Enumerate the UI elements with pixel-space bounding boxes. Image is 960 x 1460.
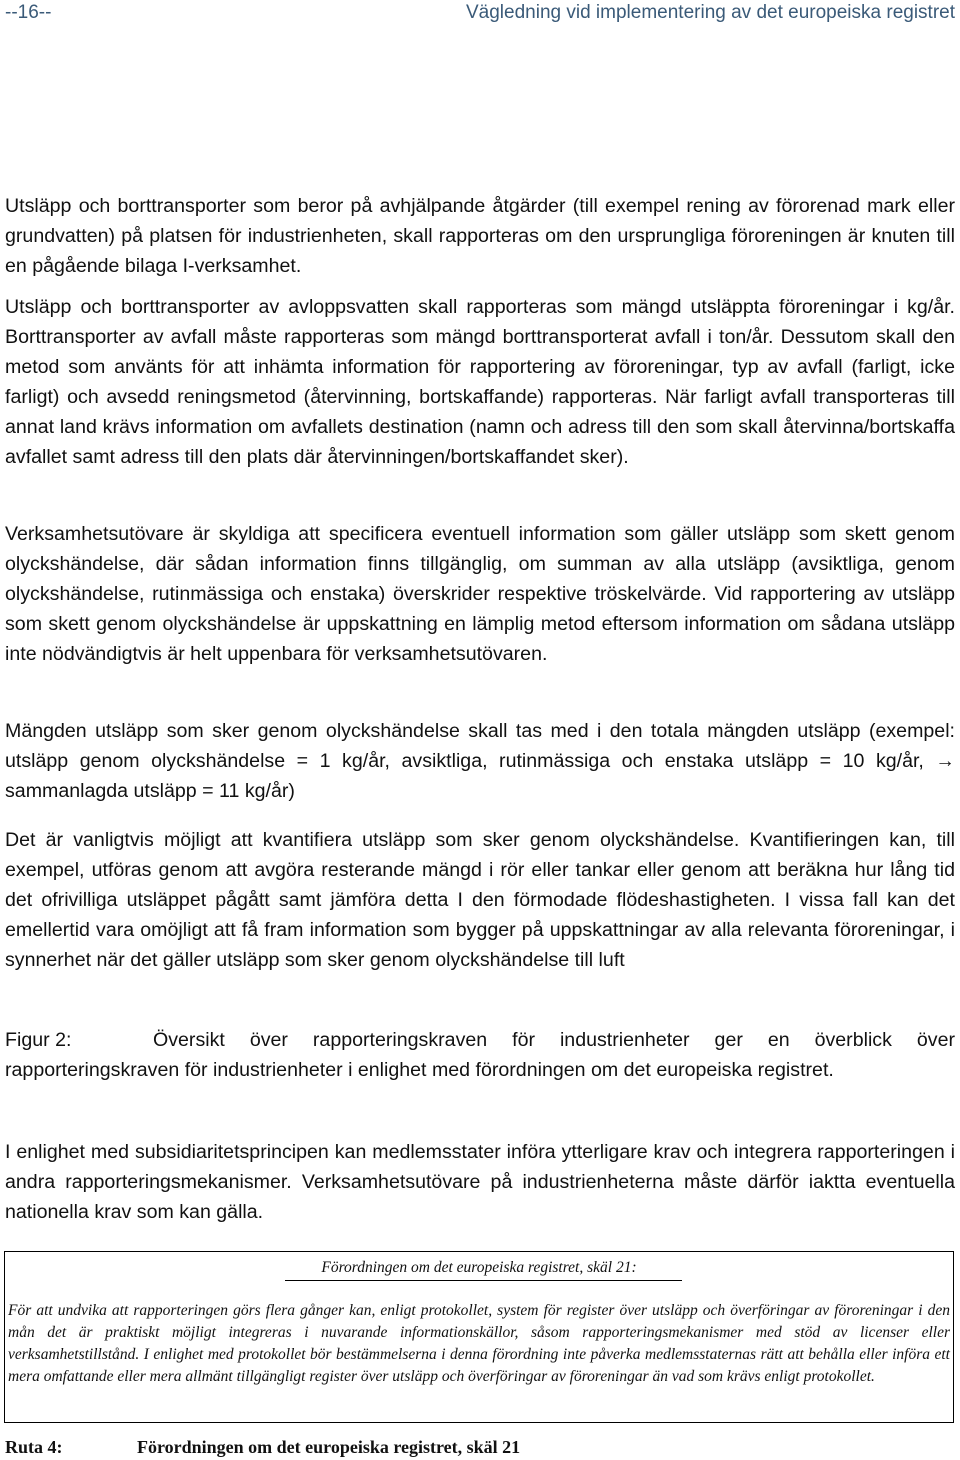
box-caption-label: Ruta 4:	[5, 1437, 63, 1457]
quote-box-text: För att undvika att rapporteringen görs flera gånger kan, enligt protokollet, system för register över utsläpp och överföringar av föroreningar i den mån det är praktiskt möjligt integreras i nuvarande informationskällor, såsom rapporteringsmekanismer med stöd av licenser eller verksamhetstillstånd. I enlighet med protokollet bör bestämmelserna i denna förordning inte påverka medlemsstaternas rätt att behålla eller införa ett mera omfattande eller mera allmänt tillgängligt register över utsläpp och överföringar av föroreningar än vad som krävs enligt protokollet.	[8, 1302, 950, 1385]
page-header	[5, 2, 955, 30]
figure-text: Översikt över rapporteringskraven för industrienheter ger en överblick över rapporteringskraven för industrienheter i enlighet med förordningen om det europeiska registret.	[5, 1029, 955, 1081]
paragraph-accidental-total: Mängden utsläpp som sker genom olyckshändelse skall tas med i den totala mängden utsläpp (exempel: utsläpp genom olyckshändelse = 1 kg/år, avsiktliga, rutinmässiga och enstaka utsläpp = 10 kg/år, → sammanlagda utsläpp = 11 kg/år)	[5, 720, 955, 802]
figure-label: Figur 2:	[5, 1029, 72, 1051]
running-title: Vägledning vid implementering av det europeiska registret	[466, 2, 955, 23]
quote-box-title-underline	[285, 1280, 682, 1281]
paragraph-subsidiarity: I enlighet med subsidiaritetsprincipen kan medlemsstater införa ytterligare krav och integrera rapporteringen i andra rapporteringsmekanismer. Verksamhetsutövare på industrienheterna måste därför iaktta eventuella nationella krav som kan gälla.	[5, 1141, 955, 1223]
page-number: --16--	[5, 2, 52, 23]
quote-box	[4, 1251, 954, 1423]
figure-reference	[5, 1025, 955, 1085]
box-caption-text: Förordningen om det europeiska registret, skäl 21	[137, 1437, 521, 1457]
paragraph-accidental-releases: Verksamhetsutövare är skyldiga att specificera eventuell information som gäller utsläpp som skett genom olyckshändelse, där sådan information finns tillgänglig, om summan av alla utsläpp (avsiktliga, genom olyckshändelse, rutinmässiga och enstaka) överskrider respektive tröskelvärde. Vid rapportering av utsläpp som skett genom olyckshändelse är uppskattning en lämplig metod eftersom information om sådana utsläpp inte nödvändigtvis är helt uppenbara för verksamhetsutövaren.	[5, 523, 955, 665]
quote-box-title: Förordningen om det europeiska registret, skäl 21:	[321, 1259, 637, 1276]
paragraph-remediation: Utsläpp och borttransporter som beror på avhjälpande åtgärder (till exempel rening av förorenad mark eller grundvatten) på platsen för industrienheten, skall rapporteras om den ursprungliga föroreningen är knuten till en pågående bilaga I-verksamhet.	[5, 195, 955, 277]
paragraph-wastewater-waste: Utsläpp och borttransporter av avloppsvatten skall rapporteras som mängd utsläppta föroreningar i kg/år. Borttransporter av avfall måste rapporteras som mängd borttransporterat avfall i ton/år. Dessutom skall den metod som använts för att inhämta information för rapportering av föroreningar, typ av avfall (farligt, icke farligt) och avsedd reningsmetod (återvinning, bortskaffande) rapporteras. När farligt avfall transporteras till annat land krävs information om avfallets destination (namn och adress till den som skall återvinna/bortskaffa avfallet samt adress till den plats där återvinningen/bortskaffandet sker).	[5, 296, 955, 468]
paragraph-quantification: Det är vanligtvis möjligt att kvantifiera utsläpp som sker genom olyckshändelse. Kvantifieringen kan, till exempel, utföras genom att avgöra resterande mängd i rör eller tankar eller genom att beräkna hur lång tid det ofrivilliga utsläppet pågått samt jämföra detta I den förmodade flödeshastigheten. I vissa fall kan det emellertid vara omöjligt att få fram information som bygger på uppskattningar av alla relevanta föroreningar, i synnerhet när det gäller utsläpp som sker genom olyckshändelse till luft	[5, 829, 955, 971]
box-caption	[5, 1435, 520, 1459]
